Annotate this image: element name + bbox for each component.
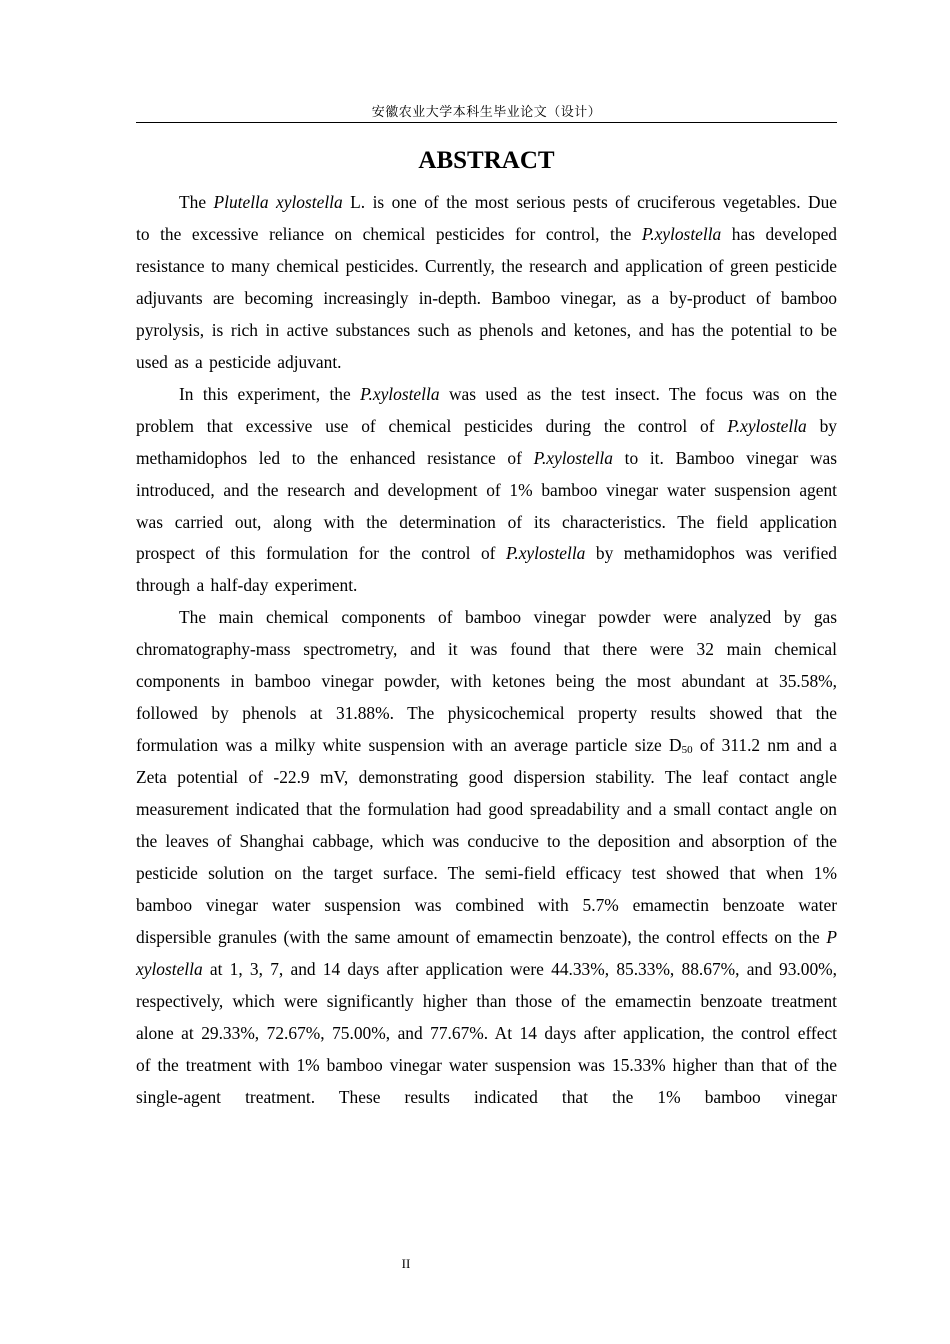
species-name: P xylostella [136, 926, 837, 979]
species-name: P.xylostella [360, 383, 440, 404]
page-number: II [401, 1256, 411, 1271]
subscript: 50 [681, 744, 693, 757]
species-name: Plutella xylostella [213, 192, 343, 212]
text-run: The [179, 192, 214, 212]
text-run: L. is one of the most serious pests of cruciferous vegetables. Due to the excessive reliance on chemical pesticides for control, the [136, 192, 837, 244]
species-name: P.xylostella [505, 543, 586, 564]
abstract-paragraph-3 [136, 602, 837, 1113]
species-name: P.xylostella [641, 223, 722, 244]
running-header: 安徽农业大学本科生毕业论文（设计） [371, 104, 602, 119]
abstract-body [136, 187, 837, 1114]
abstract-paragraph-1 [136, 187, 837, 379]
text-run: by methamidophos led to the enhanced resistance of [136, 415, 837, 468]
species-name: P.xylostella [727, 415, 807, 436]
text-run: to it. Bamboo vinegar was introduced, and the research and development of 1% bamboo vinegar water suspension agent was carried out, along with the determination of its characteristics. The field application prospect of this formulation for the control of [136, 447, 837, 564]
text-run: The main chemical components of bamboo vinegar powder were analyzed by gas chromatography-mass spectrometry, and it was found that there were 32 main chemical components in bamboo vinegar powder, with ketones being the most abundant at 35.58%, followed by phenols at 31.88%. The physicochemical property results showed that the formulation was a milky white suspension with an average particle size D [136, 607, 837, 756]
text-run: of 311.2 nm and a Zeta potential of -22.9 mV, demonstrating good dispersion stability. The leaf contact angle measurement indicated that the formulation had good spreadability and a small contact angle on the leaves of Shanghai cabbage, which was conducive to the deposition and absorption of the pesticide solution on the target surface. The semi-field efficacy test showed that when 1% bamboo vinegar water suspension was combined with 5.7% emamectin benzoate water dispersible granules (with the same amount of emamectin benzoate), the control effects on the [136, 735, 837, 947]
text-run: was used as the test insect. The focus was on the problem that excessive use of chemical pesticides during the control of [136, 383, 837, 436]
text-run: has developed resistance to many chemical pesticides. Currently, the research and application of green pesticide adjuvants are becoming increasingly in-depth. Bamboo vinegar, as a by-product of bamboo pyrolysis, is rich in active substances such as phenols and ketones, and has the potential to be used as a pesticide adjuvant. [136, 223, 837, 372]
abstract-title: ABSTRACT [418, 147, 555, 174]
text-run: In this experiment, the [179, 383, 361, 404]
abstract-paragraph-2 [136, 379, 837, 603]
text-run: at 1, 3, 7, and 14 days after application were 44.33%, 85.33%, 88.67%, and 93.00%, respectively, which were significantly higher than those of the emamectin benzoate treatment alone at 29.33%, 72.67%, 75.00%, and 77.67%. At 14 days after application, the control effect of the treatment with 1% bamboo vinegar water suspension was 15.33% higher than that of the single-agent treatment. These results indicated that the 1% bamboo vinegar [136, 958, 837, 1107]
text-run: by methamidophos was verified through a half-day experiment. [136, 543, 838, 596]
species-name: P.xylostella [533, 447, 613, 468]
header-rule [136, 122, 837, 123]
